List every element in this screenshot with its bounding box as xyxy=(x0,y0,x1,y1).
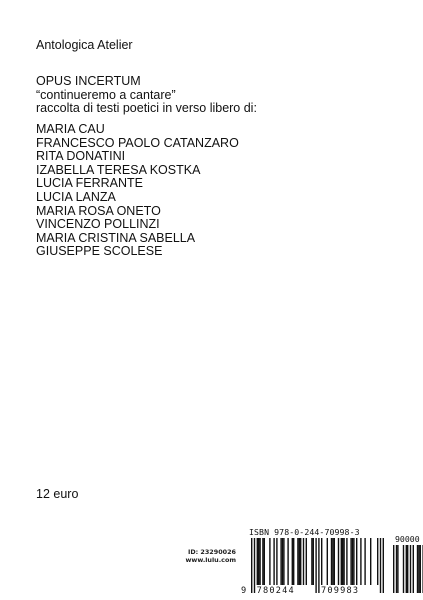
description: raccolta di testi poetici in verso libero di: xyxy=(36,101,257,115)
barcode-bar xyxy=(297,538,298,585)
author-list xyxy=(36,123,239,259)
barcode-bar xyxy=(283,538,284,585)
barcode-bar xyxy=(262,538,263,585)
barcode-guard-bar xyxy=(315,538,316,593)
barcode-bar xyxy=(257,538,258,585)
author-item: LUCIA LANZA xyxy=(36,189,116,204)
barcode-bar xyxy=(303,538,304,585)
isbn-label: ISBN 978-0-244-70998-3 xyxy=(249,527,360,537)
barcode-bar xyxy=(306,538,307,585)
lulu-id: ID: 23290026 xyxy=(187,548,236,556)
author-item: RITA DONATINI xyxy=(36,149,126,164)
subtitle: “continueremo a cantare” xyxy=(36,87,176,102)
addon-code: 90000 xyxy=(395,534,420,544)
barcode-bar xyxy=(377,538,378,585)
barcode-bar xyxy=(353,538,354,585)
barcode-bar xyxy=(282,538,283,585)
barcode-bar xyxy=(331,538,332,585)
author-item: VINCENZO POLLINZI xyxy=(36,217,160,232)
barcode-bar xyxy=(259,538,260,585)
barcode-bar xyxy=(273,538,274,585)
barcode-bar xyxy=(287,538,288,585)
barcode-bar xyxy=(343,538,344,585)
barcode-digit-first: 9 xyxy=(241,586,247,596)
addon-bar xyxy=(393,545,394,593)
barcode-bar xyxy=(338,538,339,585)
barcode-bar xyxy=(334,538,335,585)
price: 12 euro xyxy=(36,487,79,501)
lulu-id-block xyxy=(176,548,236,564)
barcode-bar xyxy=(292,538,293,585)
addon-bar xyxy=(406,545,407,593)
barcode-bar xyxy=(293,538,294,585)
author-item: FRANCESCO PAOLO CATANZARO xyxy=(36,135,239,150)
barcode-guard-bar xyxy=(251,538,252,593)
author-item: LUCIA FERRANTE xyxy=(36,176,143,191)
barcode-guard-bar xyxy=(383,538,384,593)
barcode-bar xyxy=(300,538,301,585)
addon-bar xyxy=(417,545,418,593)
author-item: IZABELLA TERESA KOSTKA xyxy=(36,162,201,177)
barcode-bar xyxy=(370,538,371,585)
lulu-site: www.lulu.com xyxy=(185,556,236,564)
title-block xyxy=(36,75,257,116)
barcode-guard-bar xyxy=(318,538,319,593)
barcode-bar xyxy=(327,538,328,585)
series-title: OPUS INCERTUM xyxy=(36,74,141,88)
barcode-bar xyxy=(264,538,265,585)
barcode-bar xyxy=(360,538,361,585)
barcode-bar xyxy=(342,538,343,585)
barcode-bar xyxy=(276,538,277,585)
author-item: MARIA CRISTINA SABELLA xyxy=(36,230,196,245)
author-item: GIUSEPPE SCOLESE xyxy=(36,244,163,259)
barcode-bar xyxy=(352,538,353,585)
publisher-name: Antologica Atelier xyxy=(36,38,133,52)
barcode-guard-bar xyxy=(254,538,255,593)
barcode-bar xyxy=(364,538,365,585)
addon-bar xyxy=(413,545,414,593)
barcode-guard-bar xyxy=(380,538,381,593)
barcode-bar xyxy=(299,538,300,585)
barcode-bar xyxy=(258,538,259,585)
addon-bar xyxy=(396,545,397,593)
barcode-bar xyxy=(321,538,322,585)
barcode-bar xyxy=(311,538,312,585)
addon-bar xyxy=(410,545,411,593)
author-item: MARIA CAU xyxy=(36,122,105,136)
author-item: MARIA ROSA ONETO xyxy=(36,203,161,218)
barcode-bar xyxy=(280,538,281,585)
isbn-barcode xyxy=(241,528,423,600)
barcode-bar xyxy=(341,538,342,585)
addon-bar xyxy=(418,545,419,593)
barcode-bar xyxy=(346,538,347,585)
addon-bar xyxy=(397,545,398,593)
barcode-bar xyxy=(332,538,333,585)
addon-bar xyxy=(403,545,404,593)
barcode-digits-right: 709983 xyxy=(321,586,360,596)
barcode-bar xyxy=(356,538,357,585)
barcode-digits-left: 780244 xyxy=(256,586,295,596)
addon-bar xyxy=(420,545,421,593)
addon-bar xyxy=(407,545,408,593)
barcode-bar xyxy=(313,538,314,585)
barcode-bar xyxy=(269,538,270,585)
barcode-bar xyxy=(350,538,351,585)
